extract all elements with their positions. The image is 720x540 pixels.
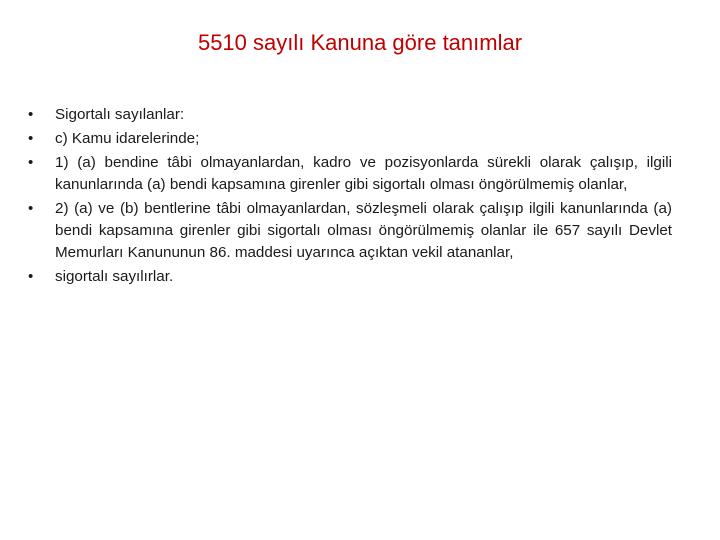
bullet-icon: • [28,200,34,217]
bullet-item-public-administrations [28,128,672,150]
bullet-item-insured-heading [28,104,672,126]
bullet-text: sigortalı sayılırlar. [55,268,174,285]
slide-title: 5510 sayılı Kanuna göre tanımlar [197,30,523,55]
bullet-item-conclusion [28,266,672,288]
bullet-text: c) Kamu idarelerinde; [55,130,200,147]
bullet-item-clause-1 [28,152,672,196]
bullet-text: Sigortalı sayılanlar: [55,106,185,123]
bullet-icon: • [28,154,34,171]
bullet-text: 2) (a) ve (b) bentlerine tâbi olmayanlardan, sözleşmeli olarak çalışıp ilgili kanunlarında (a) bendi kapsamına girenler gibi sigortalı olması öngörülmemiş olanlar ile 657 sayılı Devlet Memurları Kanununun 86. maddesi uyarınca açıktan vekil atananlar, [55,200,672,261]
bullet-item-clause-2 [28,198,672,264]
bullet-icon: • [28,106,34,123]
bullet-text: 1) (a) bendine tâbi olmayanlardan, kadro ve pozisyonlarda sürekli olarak çalışıp, ilgili kanunlarında (a) bendi kapsamına girenler gibi sigortalı olması öngörülmemiş olanlar, [55,154,672,193]
bullet-icon: • [28,130,34,147]
bullet-list [28,104,672,290]
bullet-icon: • [28,268,34,285]
